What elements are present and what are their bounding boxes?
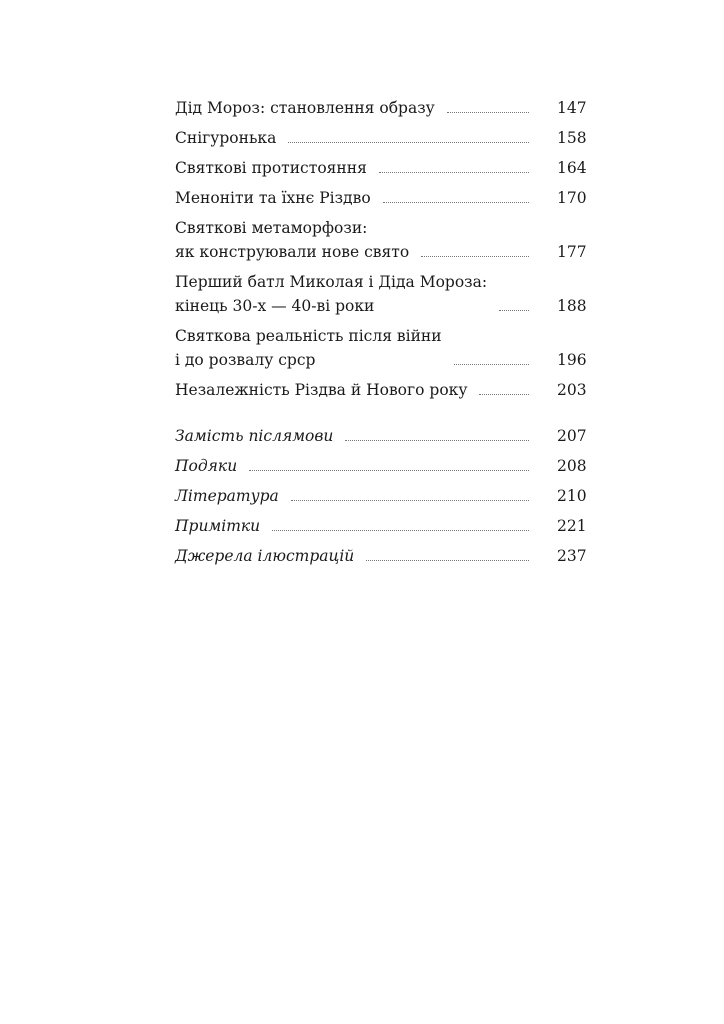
toc-entry[interactable] [175, 424, 587, 448]
toc-entry[interactable] [175, 378, 587, 402]
toc-page-number: 177 [557, 243, 587, 261]
toc-page-number: 158 [557, 129, 587, 147]
table-of-contents [175, 96, 587, 574]
toc-entry-title [175, 186, 371, 210]
dot-leader [421, 256, 529, 257]
toc-entry-title [175, 324, 442, 372]
toc-page-number: 196 [557, 351, 587, 369]
toc-entry-title-line: Святкові метаморфози: [175, 219, 368, 237]
toc-page-number: 170 [557, 189, 587, 207]
toc-entry[interactable] [175, 514, 587, 538]
toc-entry-title-line: кінець 30-х — 40-ві роки [175, 297, 375, 315]
toc-entry[interactable] [175, 324, 587, 372]
section-gap [175, 408, 583, 424]
toc-entry-title-line: Святкові протистояння [175, 159, 367, 177]
toc-entry-title-line: як конструювали нове свято [175, 243, 410, 261]
toc-entry-title [175, 424, 333, 448]
toc-entry[interactable] [175, 484, 587, 508]
toc-entry-title [175, 270, 487, 318]
toc-page-number: 188 [557, 297, 587, 315]
toc-page-number: 164 [557, 159, 587, 177]
toc-entry-title [175, 126, 276, 150]
toc-entry-title-line: Снігуронька [175, 129, 277, 147]
toc-page-number: 221 [557, 517, 587, 535]
toc-entry-title [175, 96, 435, 120]
toc-entry-title [175, 156, 367, 180]
toc-entry-title-line: Джерела ілюстрацій [175, 547, 355, 565]
dot-leader [379, 172, 529, 173]
toc-entry-title [175, 454, 237, 478]
toc-entry[interactable] [175, 270, 587, 318]
toc-entry-title-line: Меноніти та їхнє Різдво [175, 189, 371, 207]
toc-page-number: 237 [557, 547, 587, 565]
toc-entry-title-line: Святкова реальність після війни [175, 327, 442, 345]
toc-page-number: 207 [557, 427, 587, 445]
toc-entry-title [175, 544, 354, 568]
toc-entry-title-line: Дід Мороз: становлення образу [175, 99, 435, 117]
toc-entry-title-line: Перший батл Миколая і Діда Мороза: [175, 273, 488, 291]
toc-page-number: 147 [557, 99, 587, 117]
dot-leader [291, 500, 529, 501]
toc-entry-title [175, 514, 260, 538]
dot-leader [447, 112, 529, 113]
dot-leader [272, 530, 529, 531]
dot-leader [345, 440, 529, 441]
toc-entry-title [175, 378, 467, 402]
toc-entry[interactable] [175, 454, 587, 478]
dot-leader [499, 310, 529, 311]
toc-entry-title-line: і до розвалу срср [175, 351, 316, 369]
toc-entry-title-line: Замість післямови [175, 427, 334, 445]
toc-entry[interactable] [175, 544, 587, 568]
toc-page-number: 210 [557, 487, 587, 505]
toc-entry-title-line: Незалежність Різдва й Нового року [175, 381, 468, 399]
dot-leader [366, 560, 529, 561]
toc-entry-title-line: Подяки [175, 457, 238, 475]
toc-page-number: 208 [557, 457, 587, 475]
toc-entry[interactable] [175, 126, 587, 150]
dot-leader [479, 394, 529, 395]
toc-page-number: 203 [557, 381, 587, 399]
toc-entry[interactable] [175, 156, 587, 180]
dot-leader [454, 364, 529, 365]
dot-leader [249, 470, 529, 471]
toc-entry[interactable] [175, 186, 587, 210]
toc-entry-title-line: Література [175, 487, 279, 505]
toc-entry-title-line: Примітки [175, 517, 261, 535]
dot-leader [288, 142, 529, 143]
dot-leader [383, 202, 529, 203]
toc-entry[interactable] [175, 216, 587, 264]
toc-entry-title [175, 216, 409, 264]
toc-entry-title [175, 484, 279, 508]
toc-entry[interactable] [175, 96, 587, 120]
